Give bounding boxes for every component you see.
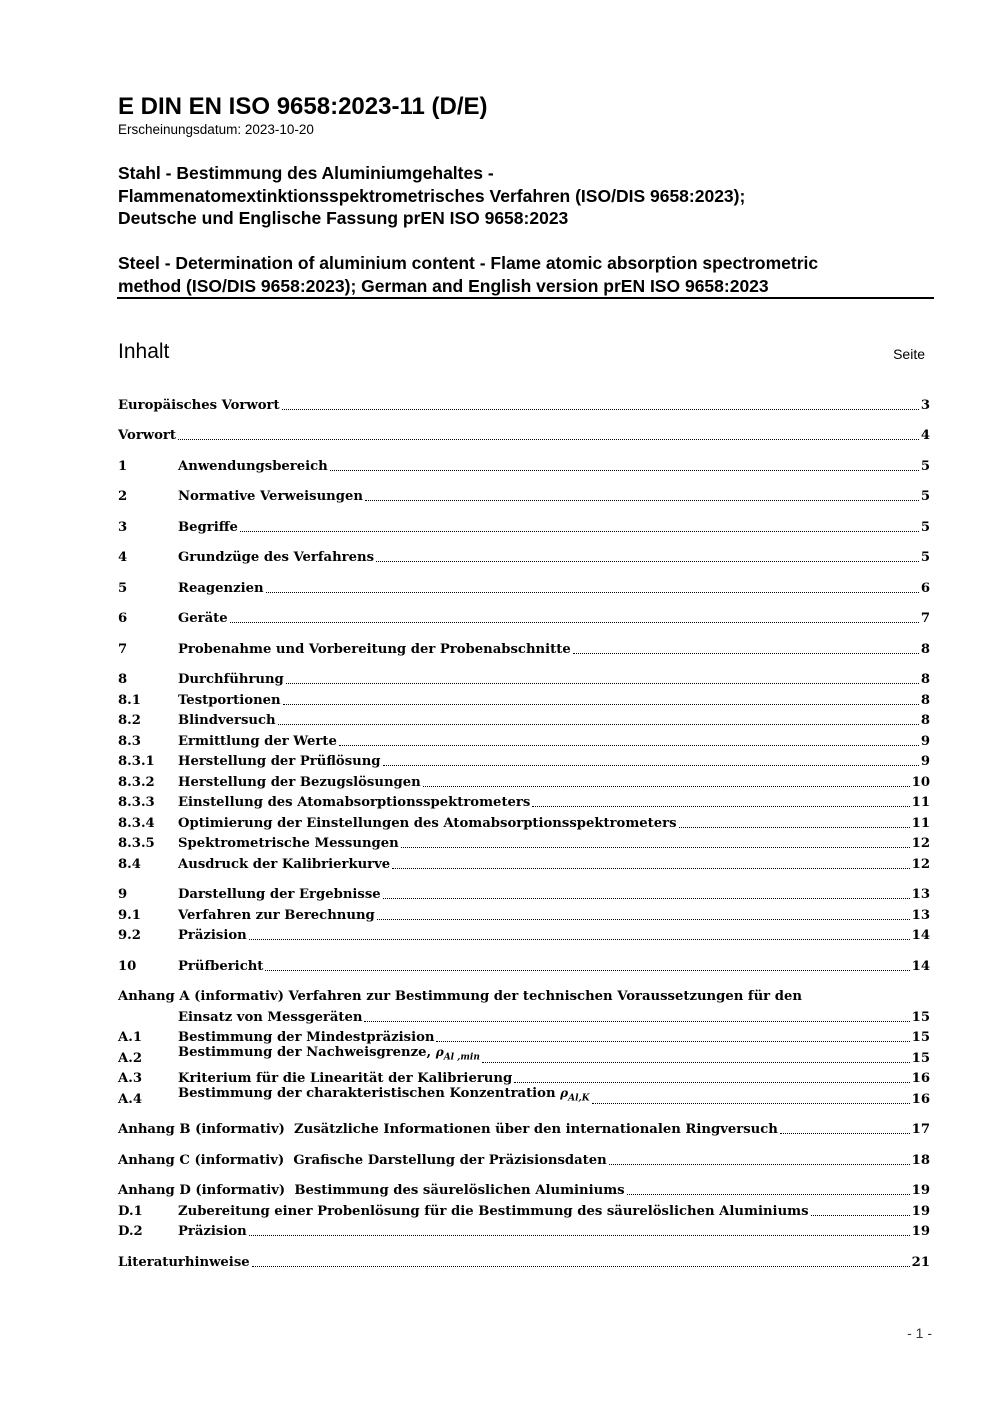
- toc-entry-title-text: Ermittlung der Werte: [178, 733, 337, 749]
- rho-subscript: Al ,min: [443, 1052, 480, 1063]
- toc-entry-title-text: Kriterium für die Linearität der Kalibrierung: [178, 1071, 513, 1086]
- toc-entry-title-text: Normative Verweisungen: [178, 489, 363, 504]
- title-english: [118, 252, 938, 297]
- toc-entry-title: [118, 1120, 778, 1139]
- toc-entry-title-text: Herstellung der Prüflösung: [178, 754, 381, 769]
- toc-entry-page: 13: [911, 907, 930, 923]
- toc-entry-number: 7: [118, 641, 128, 657]
- toc-leader-dots: [811, 1215, 910, 1216]
- toc-entry[interactable]: [118, 486, 930, 507]
- toc-leader-dots: [609, 1164, 910, 1165]
- toc-entry[interactable]: [118, 1085, 930, 1109]
- toc-entry-title-text: Vorwort: [118, 428, 176, 443]
- toc-entry-title-text: Grundzüge des Verfahrens: [178, 550, 375, 565]
- rho-subscript: Al,K: [568, 1093, 590, 1104]
- toc-leader-dots: [392, 868, 909, 869]
- toc-entry-title: [178, 691, 281, 710]
- toc-entry[interactable]: [118, 669, 930, 690]
- toc-entry-title-text: Einstellung des Atomabsorptionsspektrometers: [178, 795, 531, 810]
- toc-leader-dots: [383, 898, 910, 899]
- toc-leader-dots: [249, 1235, 910, 1236]
- toc-entry-title: [178, 773, 421, 792]
- toc-leader-dots: [249, 939, 910, 940]
- toc-entry-number: D.1: [118, 1203, 143, 1219]
- title-german-line: Stahl - Bestimmung des Aluminiumgehaltes -: [118, 163, 494, 183]
- toc-entry-title: [118, 426, 176, 445]
- toc-entry-number: 9.1: [118, 907, 141, 923]
- toc-leader-dots: [265, 970, 909, 971]
- toc-entry-page: 15: [911, 1009, 930, 1025]
- toc-entry-number: 10: [118, 958, 137, 974]
- toc-entry-page: 16: [911, 1091, 930, 1107]
- toc-entry-page: 5: [920, 489, 930, 504]
- toc-entry-title: [178, 670, 284, 689]
- toc-entry-page: 16: [911, 1071, 930, 1086]
- toc-entry-page: 8: [920, 713, 930, 728]
- toc-entry-number: 8.4: [118, 856, 141, 872]
- toc-entry-title-text: Präzision: [178, 928, 247, 943]
- toc-entry-title-text: Bestimmung der Mindestpräzision: [178, 1030, 435, 1045]
- page-number: - 1 -: [907, 1325, 932, 1341]
- toc-entry-title-text: Testportionen: [178, 692, 281, 708]
- toc-entry-page: 18: [911, 1152, 930, 1168]
- toc-entry-page: 19: [911, 1224, 930, 1239]
- toc-entry-number: 1: [118, 458, 128, 474]
- toc-entry[interactable]: [118, 710, 930, 731]
- toc-leader-dots: [627, 1194, 910, 1195]
- toc-entry-title: [178, 906, 375, 925]
- toc-entry-page: 4: [920, 428, 930, 443]
- title-german: [118, 162, 938, 230]
- toc-entry-title: Einsatz von Messgeräten: [178, 1009, 363, 1025]
- toc-leader-dots: [283, 704, 919, 705]
- toc-entry-title: [178, 793, 530, 812]
- toc-entry[interactable]: [118, 547, 930, 568]
- toc-entry-title-text: Herstellung der Bezugslösungen: [178, 774, 421, 790]
- toc-entry-number: 8.3.5: [118, 836, 155, 851]
- toc-entry-title: [178, 609, 228, 628]
- toc-entry-title-text: Anwendungsbereich: [178, 458, 328, 474]
- toc-leader-dots: [364, 1021, 909, 1022]
- toc-entry-number: A.3: [118, 1071, 142, 1086]
- toc-leader-dots: [401, 847, 910, 848]
- toc-entry-page: 19: [911, 1203, 930, 1219]
- toc-entry-page: 13: [911, 887, 930, 902]
- toc-entry[interactable]: [118, 884, 930, 905]
- toc-entry-title: [178, 732, 337, 751]
- toc-entry-page: 14: [911, 958, 930, 974]
- toc-entry-page: 8: [920, 692, 930, 708]
- toc-entry-title-text: Anhang B (informativ) Zusätzliche Informationen über den internationalen Ringversuch: [118, 1122, 778, 1137]
- toc-entry[interactable]: [118, 1180, 930, 1201]
- toc-entry-number: A.1: [118, 1030, 142, 1045]
- toc-entry-continuation[interactable]: [118, 1006, 930, 1027]
- toc-entry-title-text: Reagenzien: [178, 580, 264, 596]
- toc-entry-title: [178, 814, 677, 833]
- toc-entry-page: 3: [920, 397, 930, 413]
- toc-entry[interactable]: [118, 455, 930, 476]
- toc-entry[interactable]: [118, 689, 930, 710]
- toc-entry-number: 8.2: [118, 713, 141, 728]
- toc-entry-title-text: Literaturhinweise: [118, 1254, 250, 1270]
- toc-entry-page: 5: [920, 550, 930, 565]
- toc-leader-dots: [330, 470, 919, 471]
- toc-entry-title: [178, 1084, 590, 1109]
- toc-entry[interactable]: [118, 833, 930, 854]
- toc-leader-dots: [365, 500, 919, 501]
- toc-leader-dots: [230, 622, 919, 623]
- toc-entry-title: [178, 1222, 247, 1241]
- toc-entry[interactable]: [118, 1200, 930, 1221]
- toc-entry-title: [178, 885, 381, 904]
- toc-entry-title: [178, 518, 238, 537]
- toc-entry[interactable]: [118, 516, 930, 537]
- toc-entry-title: [118, 1151, 607, 1170]
- toc-entry[interactable]: [118, 812, 930, 833]
- toc-entry-title-text: Durchführung: [178, 672, 284, 687]
- title-german-line: Flammenatomextinktionsspektrometrisches Verfahren (ISO/DIS 9658:2023);: [118, 185, 746, 206]
- toc-entry[interactable]: [118, 771, 930, 792]
- toc-entry-title: [178, 957, 263, 976]
- toc-leader-dots: [514, 1082, 909, 1083]
- toc-entry-page: 15: [911, 1030, 930, 1045]
- toc-entry-title-text: Bestimmung der charakteristischen Konzentration: [178, 1085, 561, 1101]
- toc-entry-title: [178, 640, 571, 659]
- toc-entry-number: 5: [118, 580, 128, 596]
- toc-leader-dots: [266, 592, 919, 593]
- toc-leader-dots: [376, 561, 919, 562]
- toc-entry-page: 5: [920, 519, 930, 535]
- toc-entry[interactable]: [118, 1149, 930, 1170]
- toc-entry-title: [178, 1043, 480, 1068]
- toc-entry[interactable]: [118, 638, 930, 659]
- toc-entry-title-text: Europäisches Vorwort: [118, 397, 280, 413]
- toc-entry[interactable]: [118, 1119, 930, 1140]
- toc-entry[interactable]: [118, 425, 930, 446]
- toc-entry[interactable]: [118, 394, 930, 415]
- toc-entry-number: 8.3.4: [118, 815, 155, 831]
- toc-entry-title: [178, 487, 363, 506]
- toc-entry-page: 8: [920, 641, 930, 657]
- toc-entry[interactable]: [118, 986, 930, 1007]
- toc-entry-number: 8.3: [118, 733, 141, 749]
- toc-entry-number: 9: [118, 887, 128, 902]
- title-divider: [117, 297, 934, 299]
- toc-entry-page: 7: [920, 611, 930, 626]
- toc-entry-number: A.2: [118, 1050, 142, 1066]
- toc-entry[interactable]: [118, 1221, 930, 1242]
- toc-entry-title-text: Ausdruck der Kalibrierkurve: [178, 856, 391, 872]
- toc-entry-title-text: Anhang C (informativ) Grafische Darstellung der Präzisionsdaten: [118, 1152, 607, 1168]
- toc-entry-title-text: Geräte: [178, 611, 228, 626]
- toc-leader-dots: [252, 1266, 910, 1267]
- toc-leader-dots: [383, 765, 919, 766]
- toc-entry-page: 6: [920, 580, 930, 596]
- rho-symbol: ρ: [435, 1044, 444, 1059]
- rho-symbol: ρ: [560, 1085, 569, 1100]
- toc-leader-dots: [679, 827, 910, 828]
- toc-entry-title: [178, 855, 390, 874]
- toc-entry-page: 9: [920, 754, 930, 769]
- toc-entry-page: 10: [911, 774, 930, 790]
- toc-entry-page: 12: [911, 836, 930, 851]
- toc-entry-page: 17: [911, 1122, 930, 1137]
- toc-entry-title: [178, 752, 381, 771]
- toc-entry-number: 8: [118, 672, 128, 687]
- toc-entry-number: 8.3.1: [118, 754, 155, 769]
- toc-entry-title: [178, 548, 374, 567]
- toc-entry-title-text: Zubereitung einer Probenlösung für die Bestimmung des säurelöslichen Aluminiums: [178, 1203, 809, 1219]
- toc-entry-number: 9.2: [118, 928, 141, 943]
- toc-entry-number: 8.3.2: [118, 774, 155, 790]
- toc-entry-title: [118, 1253, 250, 1272]
- toc-entry-page: 19: [911, 1183, 930, 1198]
- toc-entry-title: [178, 579, 264, 598]
- toc-entry-title: [118, 396, 280, 415]
- toc-entry-title-text: Spektrometrische Messungen: [178, 836, 399, 851]
- toc-entry-page: 15: [911, 1050, 930, 1066]
- toc-entry-title: Anhang A (informativ) Verfahren zur Bestimmung der technischen Voraussetzungen für den: [118, 989, 802, 1004]
- toc-entry-title: [118, 1181, 625, 1200]
- toc-entry-title-text: Probenahme und Vorbereitung der Probenabschnitte: [178, 641, 571, 657]
- toc-leader-dots: [339, 745, 919, 746]
- toc-entry-title: [178, 1202, 809, 1221]
- toc-entry-page: 11: [911, 795, 930, 810]
- toc-entry-title-text: Blindversuch: [178, 713, 276, 728]
- toc-entry[interactable]: [118, 1044, 930, 1068]
- toc-entry[interactable]: [118, 1251, 930, 1272]
- publication-date: Erscheinungsdatum: 2023-10-20: [118, 122, 314, 137]
- toc-entry-title-text: Darstellung der Ergebnisse: [178, 887, 381, 902]
- toc-page-label: Seite: [893, 346, 925, 362]
- toc-leader-dots: [286, 683, 919, 684]
- toc-entry-title: [178, 457, 328, 476]
- toc-entry-page: 5: [920, 458, 930, 474]
- toc-entry-number: 3: [118, 519, 128, 535]
- toc-entry[interactable]: [118, 577, 930, 598]
- toc-leader-dots: [573, 653, 919, 654]
- toc-leader-dots: [178, 439, 919, 440]
- toc-entry-title: [178, 834, 399, 853]
- toc-leader-dots: [240, 531, 919, 532]
- toc-entry[interactable]: [118, 792, 930, 813]
- toc-leader-dots: [377, 919, 910, 920]
- toc-leader-dots: [532, 806, 909, 807]
- toc-leader-dots: [780, 1133, 910, 1134]
- toc-entry-title-text: Anhang D (informativ) Bestimmung des säurelöslichen Aluminiums: [118, 1183, 625, 1198]
- toc-leader-dots: [423, 786, 910, 787]
- title-english-line: method (ISO/DIS 9658:2023); German and English version prEN ISO 9658:2023: [118, 275, 769, 296]
- toc-entry-page: 8: [920, 672, 930, 687]
- toc-entry-title-text: Begriffe: [178, 519, 238, 535]
- toc-entry[interactable]: [118, 608, 930, 629]
- toc-entry-title-text: Präzision: [178, 1224, 247, 1239]
- toc-entry[interactable]: [118, 751, 930, 772]
- toc-entry-number: 2: [118, 489, 128, 504]
- toc-leader-dots: [282, 409, 919, 410]
- title-german-line: Deutsche und Englische Fassung prEN ISO 9658:2023: [118, 208, 569, 228]
- toc-entry-number: 8.1: [118, 692, 141, 708]
- toc-entry-number: A.4: [118, 1091, 142, 1107]
- toc-entry-number: 6: [118, 611, 128, 626]
- toc-entry-number: 8.3.3: [118, 795, 155, 810]
- toc-heading: Inhalt: [118, 340, 170, 363]
- toc-entry[interactable]: [118, 853, 930, 874]
- toc-entry-page: 21: [911, 1254, 930, 1270]
- toc-entry-title-text: Verfahren zur Berechnung: [178, 907, 375, 923]
- title-english-line: Steel - Determination of aluminium content - Flame atomic absorption spectrometric: [118, 253, 819, 273]
- toc-leader-dots: [482, 1062, 910, 1063]
- toc-entry-page: 9: [920, 733, 930, 749]
- toc-entry-title: [178, 711, 276, 730]
- toc-entry-number: 4: [118, 550, 128, 565]
- toc-entry-page: 11: [911, 815, 930, 831]
- toc-entry-symbol: [560, 1085, 590, 1104]
- document-id: E DIN EN ISO 9658:2023-11 (D/E): [118, 93, 488, 120]
- toc-entry-number: D.2: [118, 1224, 143, 1239]
- table-of-contents: [118, 394, 930, 1272]
- toc-entry-title: [178, 926, 247, 945]
- toc-entry-page: 12: [911, 856, 930, 872]
- toc-leader-dots: [436, 1041, 909, 1042]
- toc-entry-page: 14: [911, 928, 930, 943]
- toc-entry-title-text: Prüfbericht: [178, 958, 264, 974]
- toc-entry-title-text: Bestimmung der Nachweisgrenze,: [178, 1044, 436, 1060]
- toc-entry-symbol: [435, 1044, 480, 1063]
- toc-entry[interactable]: [118, 730, 930, 751]
- toc-entry-title-text: Optimierung der Einstellungen des Atomabsorptionsspektrometers: [178, 815, 677, 831]
- toc-leader-dots: [592, 1103, 910, 1104]
- toc-entry[interactable]: [118, 904, 930, 925]
- toc-entry[interactable]: [118, 925, 930, 946]
- toc-leader-dots: [278, 724, 919, 725]
- toc-entry[interactable]: [118, 955, 930, 976]
